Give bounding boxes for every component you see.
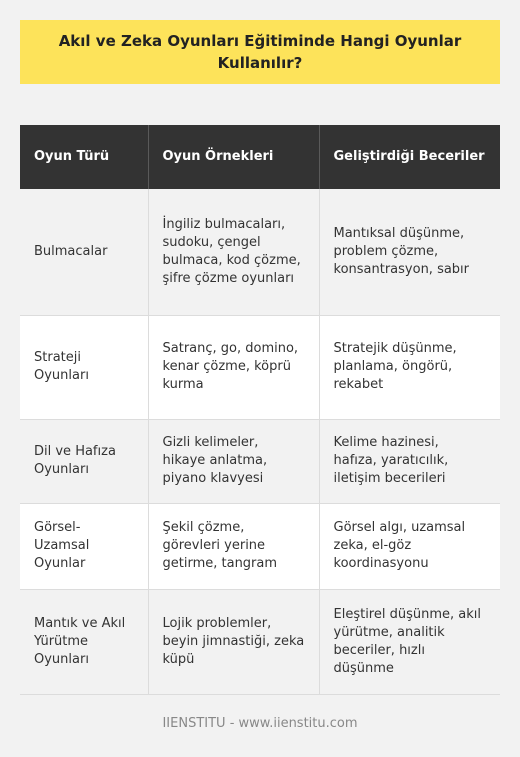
table-header-row — [20, 125, 500, 189]
cell-game-type: Mantık ve Akıl Yürütme Oyunları — [20, 589, 148, 694]
games-table — [20, 125, 500, 695]
cell-game-examples: Gizli kelimeler, hikaye anlatma, piyano klavyesi — [148, 419, 319, 503]
table-row — [20, 419, 500, 503]
cell-developed-skills: Mantıksal düşünme, problem çözme, konsantrasyon, sabır — [319, 189, 500, 315]
cell-game-examples: Lojik problemler, beyin jimnastiği, zeka küpü — [148, 589, 319, 694]
cell-game-type: Dil ve Hafıza Oyunları — [20, 419, 148, 503]
header-developed-skills: Geliştirdiği Beceriler — [319, 125, 500, 189]
cell-developed-skills: Eleştirel düşünme, akıl yürütme, analitik beceriler, hızlı düşünme — [319, 589, 500, 694]
cell-game-type: Görsel-Uzamsal Oyunlar — [20, 503, 148, 589]
footer-credit: IIENSTITU - www.iienstitu.com — [162, 716, 358, 731]
cell-game-type: Strateji Oyunları — [20, 315, 148, 419]
cell-game-examples: Şekil çözme, görevleri yerine getirme, tangram — [148, 503, 319, 589]
title-banner — [20, 20, 500, 84]
table-row — [20, 589, 500, 694]
cell-developed-skills: Stratejik düşünme, planlama, öngörü, rekabet — [319, 315, 500, 419]
cell-developed-skills: Kelime hazinesi, hafıza, yaratıcılık, iletişim becerileri — [319, 419, 500, 503]
cell-game-type: Bulmacalar — [20, 189, 148, 315]
header-game-examples: Oyun Örnekleri — [148, 125, 319, 189]
table-row — [20, 315, 500, 419]
cell-game-examples: Satranç, go, domino, kenar çözme, köprü kurma — [148, 315, 319, 419]
table-row — [20, 503, 500, 589]
page-title: Akıl ve Zeka Oyunları Eğitiminde Hangi Oyunlar Kullanılır? — [58, 32, 462, 72]
header-game-type: Oyun Türü — [20, 125, 148, 189]
table-row — [20, 189, 500, 315]
cell-game-examples: İngiliz bulmacaları, sudoku, çengel bulmaca, kod çözme, şifre çözme oyunları — [148, 189, 319, 315]
cell-developed-skills: Görsel algı, uzamsal zeka, el-göz koordinasyonu — [319, 503, 500, 589]
